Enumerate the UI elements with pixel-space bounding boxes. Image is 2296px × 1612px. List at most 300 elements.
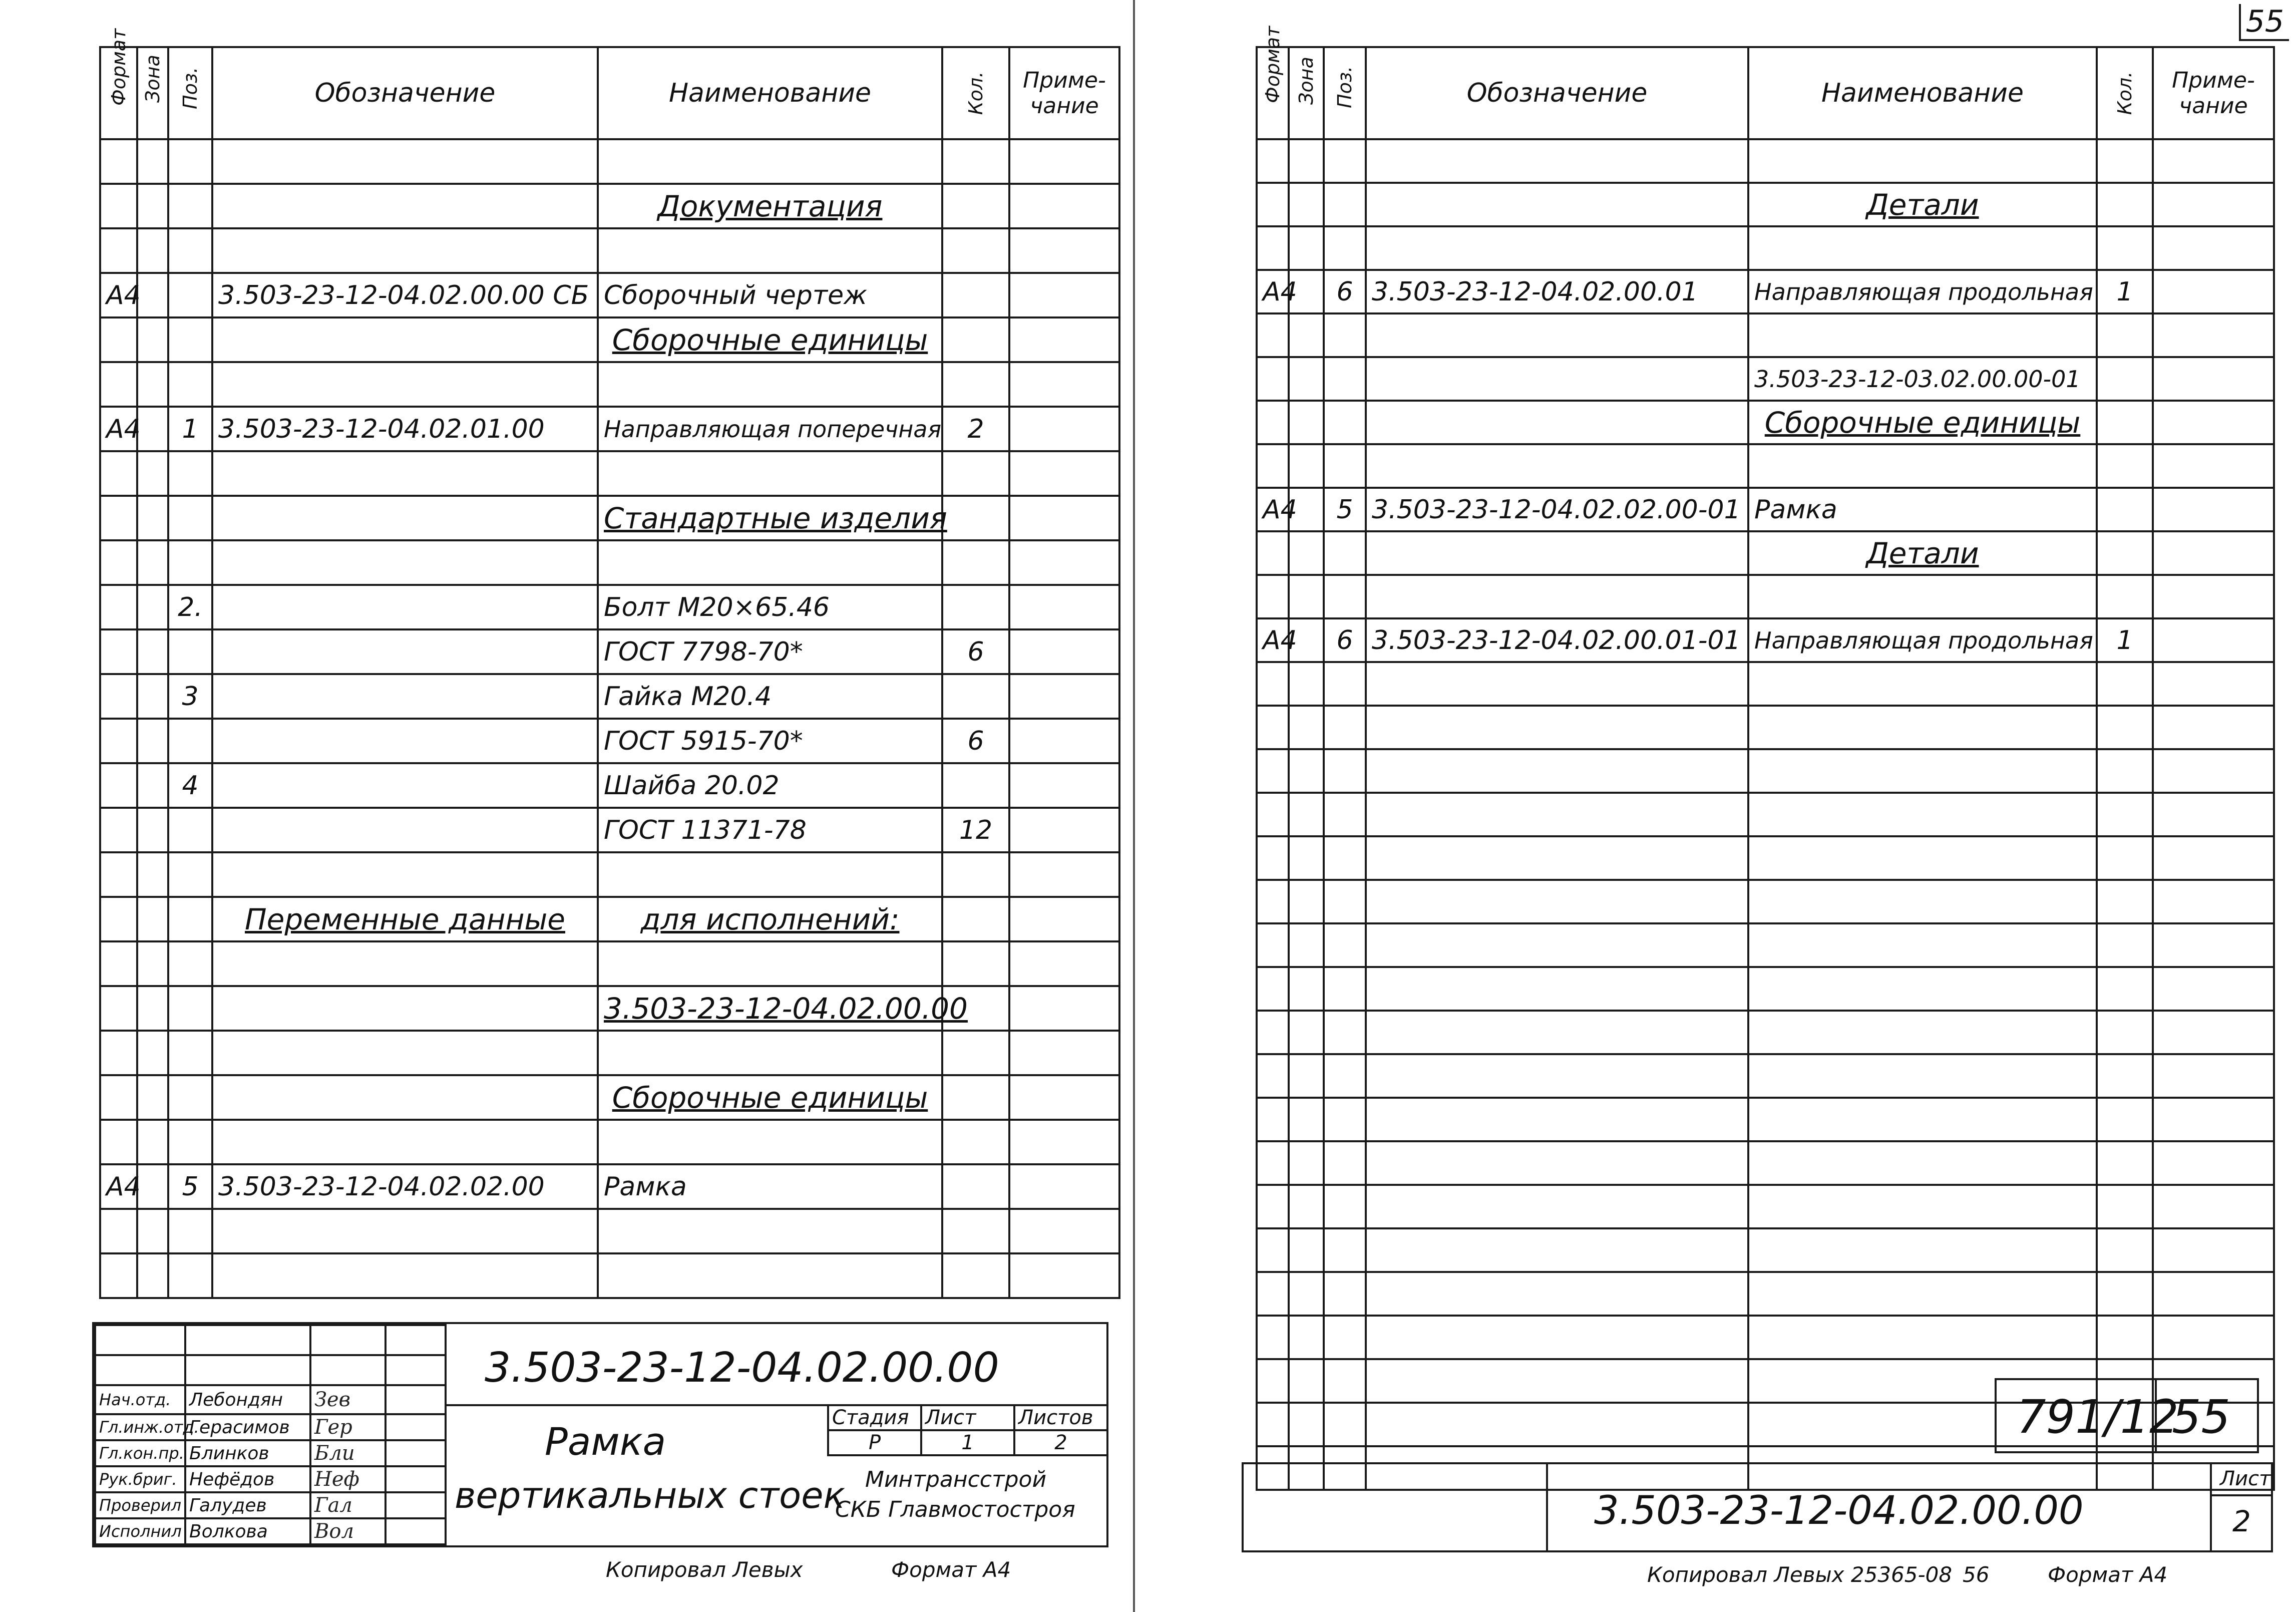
left-cell-qty (942, 941, 1009, 986)
right-cell-note (2153, 488, 2274, 531)
left-cell-pos (168, 941, 212, 986)
left-cell-zone (137, 1209, 168, 1253)
right-cell-note (2153, 313, 2274, 357)
right-cell-designation (1366, 1054, 1748, 1098)
right-cell-name: Направляющая продольная (1748, 618, 2097, 662)
right-cell-qty (2097, 488, 2153, 531)
sign-row (95, 1440, 446, 1466)
left-row (100, 852, 1119, 897)
left-cell-designation (212, 1075, 598, 1120)
left-cell-name (598, 362, 942, 407)
right-cell-pos (1324, 836, 1366, 880)
left-cell-qty (942, 585, 1009, 629)
right-cell-pos (1324, 139, 1366, 183)
left-cell-name: Шайба 20.02 (598, 763, 942, 808)
right-cell-note (2153, 401, 2274, 444)
right-sheet-value: 2 (2232, 1504, 2251, 1538)
right-doc-code: 3.503-23-12-04.02.00.00 (1594, 1488, 2084, 1533)
right-cell-pos (1324, 967, 1366, 1011)
right-cell-designation (1366, 923, 1748, 967)
left-cell-pos (168, 986, 212, 1031)
right-cell-name (1748, 836, 2097, 880)
right-footer-num: 56 (1963, 1562, 1990, 1587)
left-cell-zone (137, 1120, 168, 1164)
left-cell-format (100, 719, 137, 763)
right-cell-zone (1289, 880, 1324, 923)
left-cell-name: Стандартные изделия (598, 496, 942, 540)
left-cell-note (1009, 763, 1119, 808)
left-cell-note (1009, 897, 1119, 941)
sheet-label: Лист (921, 1405, 1014, 1430)
left-cell-designation (212, 585, 598, 629)
right-row (1257, 139, 2274, 183)
right-header-name: Наименование (1748, 47, 2097, 139)
left-cell-name (598, 540, 942, 585)
left-cell-qty (942, 1075, 1009, 1120)
left-cell-format (100, 1075, 137, 1120)
left-cell-zone (137, 763, 168, 808)
right-cell-zone (1289, 1272, 1324, 1316)
right-cell-zone (1289, 139, 1324, 183)
right-cell-note (2153, 1011, 2274, 1054)
right-row (1257, 488, 2274, 531)
left-cell-format (100, 986, 137, 1031)
right-cell-designation (1366, 1141, 1748, 1185)
left-cell-pos (168, 808, 212, 852)
right-row (1257, 836, 2274, 880)
left-cell-qty (942, 273, 1009, 317)
right-cell-qty (2097, 313, 2153, 357)
right-row (1257, 1141, 2274, 1185)
right-cell-note (2153, 793, 2274, 836)
left-cell-name (598, 852, 942, 897)
left-org-line1: Минтрансстрой (865, 1467, 1047, 1492)
right-cell-note (2153, 749, 2274, 793)
left-row (100, 273, 1119, 317)
left-cell-format (100, 808, 137, 852)
sign-role: Гл.инж.отд. (95, 1414, 185, 1440)
right-cell-name (1748, 1098, 2097, 1141)
right-cell-zone (1289, 749, 1324, 793)
left-cell-format (100, 362, 137, 407)
right-cell-pos (1324, 1316, 1366, 1359)
left-cell-qty: 2 (942, 407, 1009, 451)
left-cell-pos (168, 451, 212, 496)
left-cell-note (1009, 1120, 1119, 1164)
right-row (1257, 270, 2274, 313)
right-cell-note (2153, 183, 2274, 226)
right-cell-name: Детали (1748, 183, 2097, 226)
right-cell-zone (1289, 531, 1324, 575)
sign-date (386, 1466, 446, 1492)
left-row (100, 407, 1119, 451)
right-header-zone: Зона (1289, 47, 1324, 139)
left-cell-format (100, 897, 137, 941)
left-cell-pos (168, 1075, 212, 1120)
left-cell-qty (942, 139, 1009, 184)
right-row (1257, 749, 2274, 793)
left-cell-pos: 2. (168, 585, 212, 629)
right-row (1257, 662, 2274, 706)
right-cell-format (1257, 967, 1289, 1011)
right-cell-designation (1366, 1359, 1748, 1403)
left-cell-qty (942, 317, 1009, 362)
right-row (1257, 401, 2274, 444)
right-cell-designation (1366, 793, 1748, 836)
left-row (100, 540, 1119, 585)
right-cell-designation (1366, 662, 1748, 706)
left-cell-designation (212, 763, 598, 808)
left-row (100, 941, 1119, 986)
sign-blank-cell (185, 1325, 310, 1355)
left-cell-note (1009, 719, 1119, 763)
left-cell-format: А4 (100, 1164, 137, 1209)
right-cell-pos (1324, 183, 1366, 226)
right-cell-designation (1366, 575, 1748, 618)
right-cell-zone (1289, 357, 1324, 401)
sign-role: Исполнил (95, 1518, 185, 1544)
left-cell-pos (168, 362, 212, 407)
left-cell-name: ГОСТ 11371-78 (598, 808, 942, 852)
left-cell-note (1009, 273, 1119, 317)
right-cell-qty: 1 (2097, 618, 2153, 662)
left-cell-designation (212, 184, 598, 228)
sign-date (386, 1440, 446, 1466)
right-cell-note (2153, 1098, 2274, 1141)
right-cell-format (1257, 880, 1289, 923)
left-cell-format (100, 852, 137, 897)
right-cell-pos (1324, 313, 1366, 357)
left-cell-designation: 3.503-23-12-04.02.00.00 СБ (212, 273, 598, 317)
left-cell-name: Болт М20×65.46 (598, 585, 942, 629)
left-cell-zone (137, 496, 168, 540)
right-cell-pos (1324, 1272, 1366, 1316)
left-cell-pos (168, 1031, 212, 1075)
right-cell-zone (1289, 1011, 1324, 1054)
left-cell-designation (212, 808, 598, 852)
left-cell-qty (942, 674, 1009, 719)
left-cell-qty (942, 852, 1009, 897)
left-row (100, 362, 1119, 407)
sign-role: Проверил (95, 1492, 185, 1518)
left-spec-body (100, 139, 1119, 1298)
left-cell-note (1009, 496, 1119, 540)
left-cell-zone (137, 451, 168, 496)
right-cell-note (2153, 618, 2274, 662)
right-row (1257, 1272, 2274, 1316)
left-cell-name: ГОСТ 7798-70* (598, 629, 942, 674)
right-row (1257, 706, 2274, 749)
left-cell-note (1009, 674, 1119, 719)
left-cell-format (100, 317, 137, 362)
right-cell-name (1748, 575, 2097, 618)
right-cell-note (2153, 226, 2274, 270)
right-cell-designation (1366, 1185, 1748, 1228)
right-cell-name (1748, 793, 2097, 836)
right-cell-note (2153, 1316, 2274, 1359)
right-cell-note (2153, 967, 2274, 1011)
right-cell-qty (2097, 836, 2153, 880)
left-cell-pos (168, 1120, 212, 1164)
right-cell-zone (1289, 226, 1324, 270)
left-cell-name: Сборочные единицы (598, 317, 942, 362)
right-cell-pos (1324, 401, 1366, 444)
right-cell-format (1257, 1011, 1289, 1054)
left-cell-designation (212, 941, 598, 986)
left-cell-name (598, 1253, 942, 1298)
right-cell-pos (1324, 1403, 1366, 1446)
right-cell-designation (1366, 880, 1748, 923)
right-cell-zone (1289, 967, 1324, 1011)
left-cell-format (100, 674, 137, 719)
right-cell-designation (1366, 401, 1748, 444)
right-row (1257, 793, 2274, 836)
right-header-designation: Обозначение (1366, 47, 1748, 139)
right-cell-note (2153, 139, 2274, 183)
left-cell-format (100, 496, 137, 540)
right-row (1257, 1054, 2274, 1098)
right-row (1257, 531, 2274, 575)
left-cell-pos (168, 496, 212, 540)
left-cell-note (1009, 362, 1119, 407)
right-cell-pos (1324, 880, 1366, 923)
right-cell-zone (1289, 1054, 1324, 1098)
right-cell-pos: 6 (1324, 618, 1366, 662)
left-signature-table (94, 1324, 447, 1545)
left-cell-zone (137, 1164, 168, 1209)
left-cell-zone (137, 139, 168, 184)
right-cell-name (1748, 1141, 2097, 1185)
header-zone: Зона (137, 47, 168, 139)
right-cell-format (1257, 401, 1289, 444)
right-cell-designation (1366, 1011, 1748, 1054)
right-cell-pos (1324, 923, 1366, 967)
left-row (100, 317, 1119, 362)
right-cell-qty (2097, 139, 2153, 183)
right-cell-format (1257, 1054, 1289, 1098)
left-cell-zone (137, 228, 168, 273)
left-cell-qty (942, 540, 1009, 585)
left-cell-zone (137, 808, 168, 852)
right-cell-designation (1366, 706, 1748, 749)
left-row (100, 763, 1119, 808)
right-cell-name (1748, 1185, 2097, 1228)
left-cell-pos (168, 1209, 212, 1253)
right-cell-format (1257, 313, 1289, 357)
left-cell-designation: Переменные данные (212, 897, 598, 941)
right-row (1257, 1185, 2274, 1228)
left-row (100, 1120, 1119, 1164)
right-cell-note (2153, 270, 2274, 313)
right-cell-name (1748, 880, 2097, 923)
right-cell-designation (1366, 749, 1748, 793)
sign-row (95, 1518, 446, 1544)
right-cell-qty (2097, 1316, 2153, 1359)
left-row (100, 451, 1119, 496)
left-cell-name (598, 139, 942, 184)
right-cell-pos (1324, 1141, 1366, 1185)
sign-role: Нач.отд. (95, 1385, 185, 1414)
left-row (100, 719, 1119, 763)
right-row (1257, 618, 2274, 662)
left-cell-qty (942, 897, 1009, 941)
left-cell-note (1009, 629, 1119, 674)
right-cell-format (1257, 1228, 1289, 1272)
left-cell-pos: 5 (168, 1164, 212, 1209)
left-cell-qty (942, 228, 1009, 273)
right-cell-format (1257, 749, 1289, 793)
right-cell-format (1257, 836, 1289, 880)
left-cell-format (100, 1253, 137, 1298)
right-cell-zone (1289, 401, 1324, 444)
right-spec-table (1256, 26, 2275, 1491)
left-cell-designation (212, 1120, 598, 1164)
left-cell-qty (942, 1031, 1009, 1075)
right-cell-pos (1324, 1228, 1366, 1272)
right-cell-zone (1289, 1403, 1324, 1446)
left-cell-zone (137, 719, 168, 763)
left-cell-note (1009, 407, 1119, 451)
signature-image: Гал (310, 1492, 386, 1518)
sign-name: Лебондян (185, 1385, 310, 1414)
right-cell-format (1257, 1272, 1289, 1316)
right-cell-note (2153, 923, 2274, 967)
right-row (1257, 1011, 2274, 1054)
right-cell-name (1748, 226, 2097, 270)
left-cell-zone (137, 674, 168, 719)
sign-row (95, 1385, 446, 1414)
right-cell-format (1257, 139, 1289, 183)
right-cell-note (2153, 444, 2274, 488)
left-cell-designation (212, 852, 598, 897)
right-cell-pos: 6 (1324, 270, 1366, 313)
right-cell-pos (1324, 531, 1366, 575)
right-cell-format (1257, 706, 1289, 749)
left-cell-zone (137, 1253, 168, 1298)
right-cell-pos (1324, 1054, 1366, 1098)
right-cell-designation (1366, 967, 1748, 1011)
left-cell-designation (212, 1031, 598, 1075)
right-cell-format (1257, 1359, 1289, 1403)
left-cell-format (100, 451, 137, 496)
right-row (1257, 357, 2274, 401)
left-cell-qty (942, 451, 1009, 496)
stage-label: Стадия (828, 1405, 921, 1430)
left-footer-copied: Копировал Левых (606, 1557, 803, 1582)
right-cell-qty (2097, 183, 2153, 226)
right-cell-designation (1366, 1403, 1748, 1446)
left-cell-pos (168, 897, 212, 941)
right-footer-format: Формат А4 (2048, 1562, 2168, 1587)
left-cell-qty (942, 1120, 1009, 1164)
left-row (100, 674, 1119, 719)
right-cell-format (1257, 1141, 1289, 1185)
left-cell-pos: 3 (168, 674, 212, 719)
left-cell-pos (168, 719, 212, 763)
right-spec-body (1257, 139, 2274, 1490)
left-row (100, 1164, 1119, 1209)
left-cell-zone (137, 273, 168, 317)
right-cell-designation (1366, 357, 1748, 401)
left-spec-table (99, 28, 1120, 1299)
left-cell-note (1009, 317, 1119, 362)
right-cell-zone (1289, 662, 1324, 706)
right-cell-qty (2097, 1141, 2153, 1185)
left-cell-format: А4 (100, 407, 137, 451)
right-cell-note (2153, 1272, 2274, 1316)
signature-image: Вол (310, 1518, 386, 1544)
header-qty: Кол. (942, 47, 1009, 139)
title-separator-right (1546, 1464, 1548, 1550)
left-cell-designation (212, 674, 598, 719)
right-cell-format (1257, 226, 1289, 270)
left-cell-note (1009, 585, 1119, 629)
right-cell-note (2153, 357, 2274, 401)
left-row (100, 1075, 1119, 1120)
right-row (1257, 1098, 2274, 1141)
sheet-value: 1 (921, 1430, 1014, 1455)
left-cell-name: 3.503-23-12-04.02.00.00 (598, 986, 942, 1031)
left-cell-note (1009, 808, 1119, 852)
left-cell-name: Документация (598, 184, 942, 228)
right-row (1257, 183, 2274, 226)
right-cell-name (1748, 749, 2097, 793)
header-pos: Поз. (168, 47, 212, 139)
right-cell-designation (1366, 226, 1748, 270)
right-cell-pos (1324, 444, 1366, 488)
right-cell-format (1257, 793, 1289, 836)
right-cell-name (1748, 662, 2097, 706)
right-cell-note (2153, 1054, 2274, 1098)
left-cell-pos (168, 317, 212, 362)
left-cell-name: ГОСТ 5915-70* (598, 719, 942, 763)
left-cell-zone (137, 986, 168, 1031)
right-cell-note (2153, 880, 2274, 923)
left-cell-name (598, 451, 942, 496)
left-stage-table (827, 1404, 1108, 1456)
left-cell-designation (212, 228, 598, 273)
left-row (100, 139, 1119, 184)
left-cell-name: Сборочный чертеж (598, 273, 942, 317)
right-cell-pos (1324, 1185, 1366, 1228)
sign-row (95, 1414, 446, 1440)
left-cell-qty (942, 1253, 1009, 1298)
left-cell-format (100, 585, 137, 629)
sign-name: Нефёдов (185, 1466, 310, 1492)
left-cell-note (1009, 1164, 1119, 1209)
right-cell-qty (2097, 575, 2153, 618)
left-cell-name: Гайка М20.4 (598, 674, 942, 719)
left-cell-format (100, 1031, 137, 1075)
left-doc-code: 3.503-23-12-04.02.00.00 (485, 1344, 999, 1392)
signature-image: Зев (310, 1385, 386, 1414)
left-cell-name: Рамка (598, 1164, 942, 1209)
left-cell-name (598, 1209, 942, 1253)
left-row (100, 585, 1119, 629)
left-cell-note (1009, 852, 1119, 897)
right-cell-zone (1289, 444, 1324, 488)
left-cell-qty (942, 1164, 1009, 1209)
left-cell-qty (942, 496, 1009, 540)
right-cell-format (1257, 1403, 1289, 1446)
right-cell-zone (1289, 706, 1324, 749)
left-row (100, 184, 1119, 228)
header-note: Приме-чание (1009, 47, 1119, 139)
right-cell-designation: 3.503-23-12-04.02.00.01 (1366, 270, 1748, 313)
right-cell-name: Детали (1748, 531, 2097, 575)
left-cell-format (100, 941, 137, 986)
right-cell-qty (2097, 706, 2153, 749)
